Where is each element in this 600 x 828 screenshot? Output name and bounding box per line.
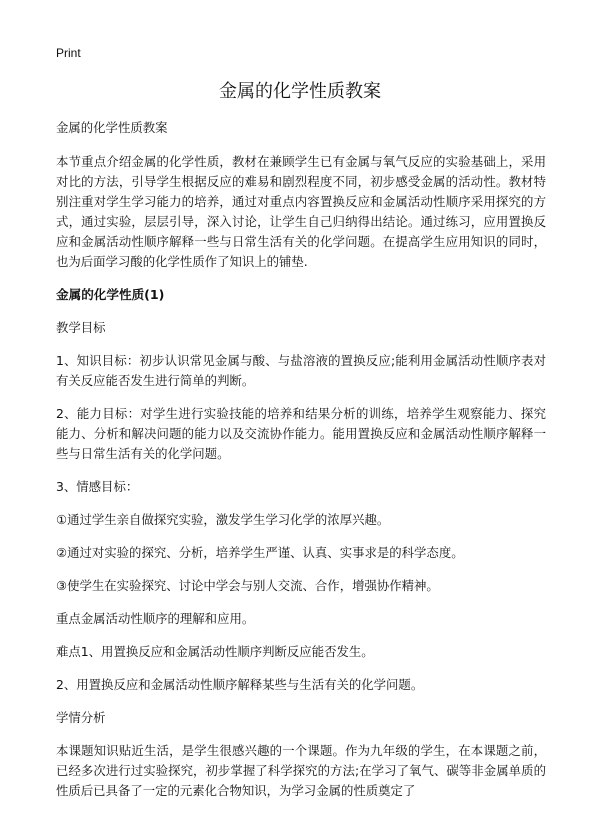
emotion-item-2: ②通过对实验的探究、分析，培养学生严谨、认真、实事求是的科学态度。 [56, 545, 464, 560]
page-title: 金属的化学性质教案 [219, 81, 381, 102]
analysis-heading: 学情分析 [56, 710, 106, 725]
goal-knowledge: 1、知识目标：初步认识常见金属与酸、与盐溶液的置换反应;能利用金属活动性顺序表对有关反应能否发生进行简单的判断。 [56, 353, 546, 388]
analysis-paragraph: 本课题知识贴近生活，是学生很感兴趣的一个课题。作为九年级的学生，在本课题之前，已经多次进行过实验探究，初步掌握了科学探究的方法;在学习了氧气、碳等非金属单质的性质后已具备了一定的元素化合物知识，为学习金属的性质奠定了 [56, 743, 546, 798]
document-subtitle: 金属的化学性质教案 [56, 120, 168, 135]
goal-ability: 2、能力目标：对学生进行实验技能的培养和结果分析的训练，培养学生观察能力、探究能力、分析和解决问题的能力以及交流协作能力。能用置换反应和金属活动性顺序解释一些与日常生活有关的化学问题。 [56, 406, 546, 461]
key-point: 重点金属活动性顺序的理解和应用。 [56, 611, 255, 626]
print-link[interactable]: Print [56, 46, 81, 60]
emotion-item-1: ①通过学生亲自做探究实验，激发学生学习化学的浓厚兴趣。 [56, 512, 390, 527]
emotion-item-3: ③使学生在实验探究、讨论中学会与别人交流、合作，增强协作精神。 [56, 578, 439, 593]
section-heading: 金属的化学性质(1) [56, 287, 165, 302]
intro-paragraph: 本节重点介绍金属的化学性质，教材在兼顾学生已有金属与氧气反应的实验基础上，采用对比的方法，引导学生根据反应的难易和剧烈程度不同，初步感受金属的活动性。教材特别注重对学生学习能力的培养，通过对重点内容置换反应和金属活动性顺序采用探究的方式，通过实验，层层引导，深入讨论，让学生自己归纳得出结论。通过练习，应用置换反应和金属活动性顺序解释一些与日常生活有关的化学问题。在提高学生应用知识的同时，也为后面学习酸的化学性质作了知识上的铺垫. [56, 154, 546, 269]
goal-emotion: 3、情感目标： [56, 479, 139, 494]
difficulty-1: 难点1、用置换反应和金属活动性顺序判断反应能否发生。 [56, 644, 374, 659]
goals-heading: 教学目标 [56, 320, 106, 335]
difficulty-2: 2、用置换反应和金属活动性顺序解释某些与生活有关的化学问题。 [56, 677, 424, 692]
document-body [56, 118, 546, 814]
